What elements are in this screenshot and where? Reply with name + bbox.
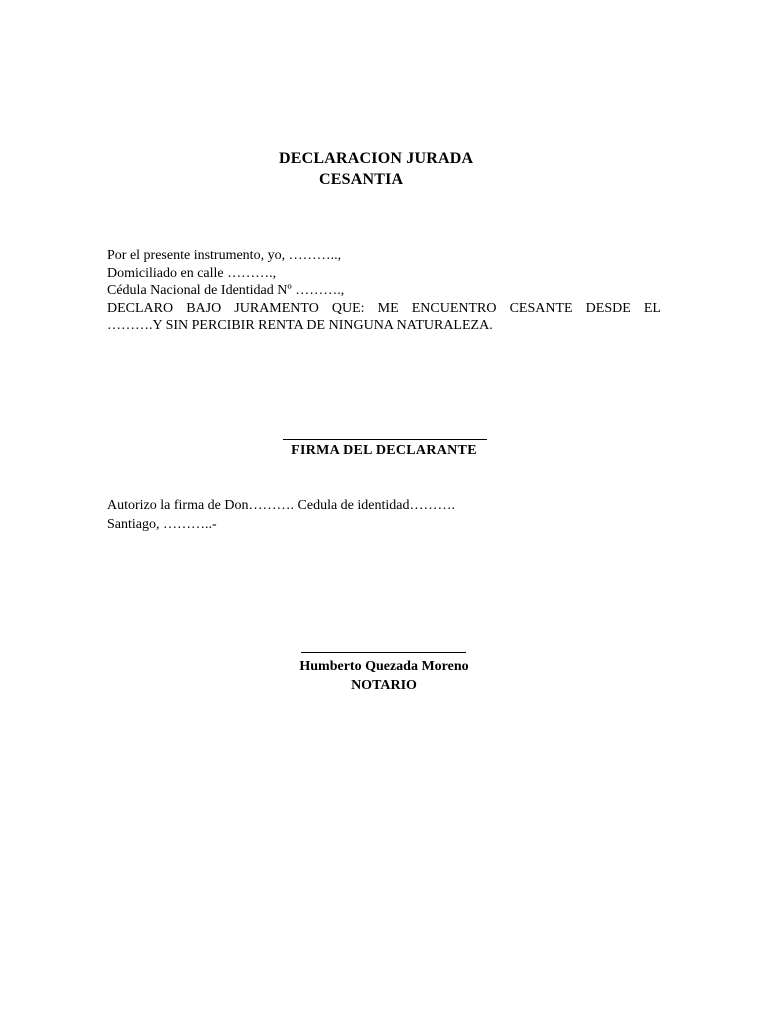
declarant-signature-block xyxy=(0,439,768,460)
body-line-no-income: ……….Y SIN PERCIBIR RENTA DE NINGUNA NATURALEZA. xyxy=(107,318,493,333)
authorization-line: Autorizo la firma de Don………. Cedula de identidad………. xyxy=(107,498,455,513)
declaration-word: QUE: xyxy=(331,300,365,316)
declarant-signature-line xyxy=(283,439,487,440)
declaration-word: DECLARO xyxy=(107,300,174,316)
title-cesantia: CESANTIA xyxy=(319,171,404,188)
body-line-instrument: Por el presente instrumento, yo, ……….., xyxy=(107,248,342,263)
declaration-word: ENCUENTRO xyxy=(411,300,497,316)
place-date-line: Santiago, ………..- xyxy=(107,517,217,532)
declaration-body xyxy=(107,247,661,335)
declaration-word: EL xyxy=(643,300,661,316)
notary-name: Humberto Quezada Moreno xyxy=(299,659,469,674)
declaration-word: ME xyxy=(377,300,399,316)
body-line-id-number: Cédula Nacional de Identidad Nº ………., xyxy=(107,283,345,298)
notary-signature-line xyxy=(301,652,466,653)
notary-signature-block xyxy=(0,652,768,695)
declaration-word: DESDE xyxy=(585,300,631,316)
body-line-declaration xyxy=(107,300,661,318)
declaration-word: JURAMENTO xyxy=(234,300,319,316)
declaration-word: CESANTE xyxy=(509,300,573,316)
declarant-signature-label: FIRMA DEL DECLARANTE xyxy=(291,443,477,458)
authorization-block xyxy=(107,496,455,534)
body-line-domicile: Domiciliado en calle ………., xyxy=(107,265,277,281)
declaration-word: BAJO xyxy=(186,300,222,316)
title-declaracion-jurada: DECLARACION JURADA xyxy=(279,150,474,167)
notary-role: NOTARIO xyxy=(351,678,417,693)
